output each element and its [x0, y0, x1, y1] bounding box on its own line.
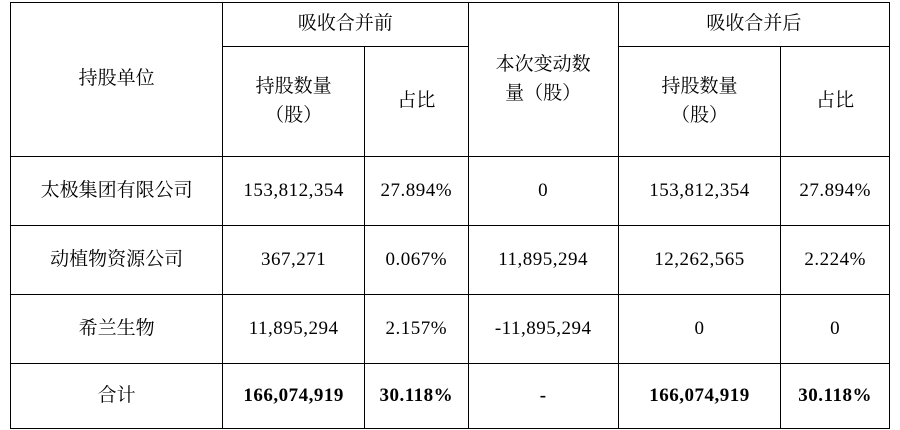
cell-total-after-qty: 166,074,919	[618, 364, 781, 429]
header-before-qty-line2: （股）	[265, 104, 323, 126]
table-row	[11, 226, 890, 295]
header-cell-after-qty	[618, 47, 781, 157]
cell-total-before-pct: 30.118%	[365, 364, 469, 429]
cell-unit: 太极集团有限公司	[11, 157, 223, 226]
cell-after-qty: 153,812,354	[618, 157, 781, 226]
cell-total-before-qty: 166,074,919	[223, 364, 365, 429]
cell-change: -11,895,294	[468, 295, 618, 364]
cell-before-qty: 11,895,294	[223, 295, 365, 364]
cell-total-change: -	[468, 364, 618, 429]
cell-after-qty: 12,262,565	[618, 226, 781, 295]
cell-after-qty: 0	[618, 295, 781, 364]
cell-change: 11,895,294	[468, 226, 618, 295]
table-row	[11, 295, 890, 364]
header-cell-before-qty	[223, 47, 365, 157]
cell-before-pct: 27.894%	[365, 157, 469, 226]
shareholding-table	[10, 2, 890, 429]
cell-total-label: 合计	[11, 364, 223, 429]
cell-before-pct: 2.157%	[365, 295, 469, 364]
header-cell-before-pct: 占比	[365, 47, 469, 157]
cell-before-pct: 0.067%	[365, 226, 469, 295]
header-before-qty-line1: 持股数量	[255, 76, 332, 97]
cell-after-pct: 0	[781, 295, 890, 364]
header-cell-after-group: 吸收合并后	[618, 3, 889, 47]
cell-unit: 希兰生物	[11, 295, 223, 364]
header-cell-after-pct: 占比	[781, 47, 890, 157]
table-body	[11, 157, 890, 429]
cell-total-after-pct: 30.118%	[781, 364, 890, 429]
header-cell-before-group: 吸收合并前	[223, 3, 468, 47]
cell-change: 0	[468, 157, 618, 226]
table-header-group-row	[11, 3, 890, 47]
table-total-row	[11, 364, 890, 429]
cell-before-qty: 367,271	[223, 226, 365, 295]
cell-unit: 动植物资源公司	[11, 226, 223, 295]
header-cell-unit: 持股单位	[11, 3, 223, 157]
cell-before-qty: 153,812,354	[223, 157, 365, 226]
header-after-qty-line2: （股）	[670, 104, 728, 126]
header-after-qty-line1: 持股数量	[661, 76, 738, 97]
cell-after-pct: 2.224%	[781, 226, 890, 295]
header-change-line1: 本次变动数	[495, 54, 591, 75]
header-change-line2: 量（股）	[505, 82, 582, 104]
table-row	[11, 157, 890, 226]
cell-after-pct: 27.894%	[781, 157, 890, 226]
table-header	[11, 3, 890, 157]
header-cell-change	[468, 3, 618, 157]
